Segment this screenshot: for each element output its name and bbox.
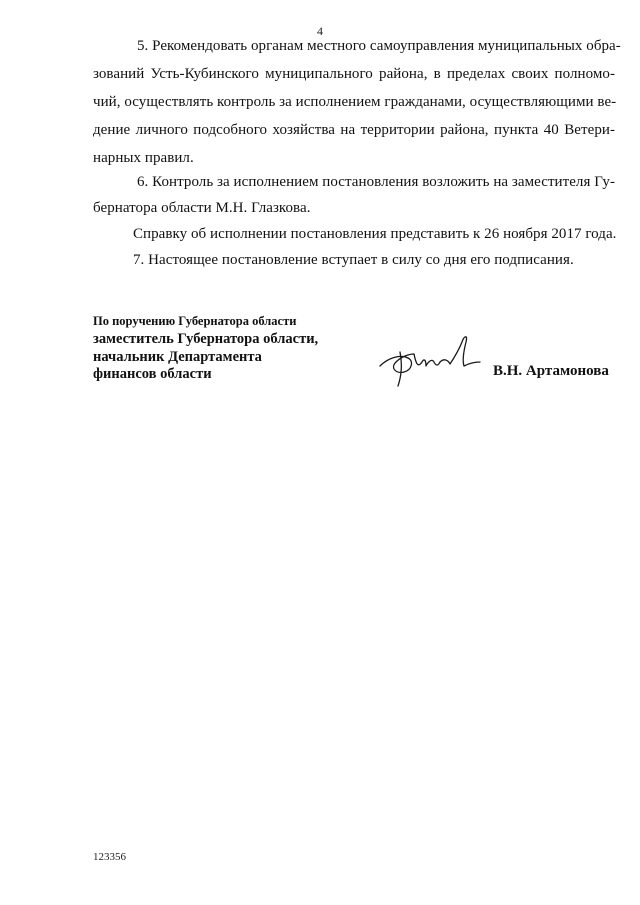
signature-line-3: начальник Департамента (93, 349, 262, 365)
paragraph-report: Справку об исполнении постановления представить к 26 ноября 2017 года. (133, 226, 617, 242)
paragraph-6-line-1: 6. Контроль за исполнением постановления возложить на заместителя Гу- (137, 174, 615, 190)
paragraph-5-line-1: 5. Рекомендовать органам местного самоуправления муниципальных обра- (137, 38, 621, 54)
paragraph-7: 7. Настоящее постановление вступает в силу со дня его подписания. (133, 252, 574, 268)
signature-line-4: финансов области (93, 366, 212, 382)
signer-name: В.Н. Артамонова (493, 363, 609, 379)
document-code: 123356 (93, 851, 126, 863)
signature-line-1: По поручению Губернатора области (93, 314, 297, 328)
paragraph-5-line-3: чий, осуществлять контроль за исполнением гражданами, осуществляющими ве- (93, 94, 617, 110)
paragraph-5-line-2: зований Усть-Кубинского муниципального района, в пределах своих полномо- (93, 66, 615, 82)
handwritten-signature (378, 328, 483, 388)
paragraph-6-line-2: бернатора области М.Н. Глазкова. (93, 200, 311, 216)
page-number: 4 (317, 24, 323, 38)
paragraph-5-line-4: дение личного подсобного хозяйства на территории района, пункта 40 Ветери- (93, 122, 615, 138)
paragraph-5-line-5: нарных правил. (93, 150, 194, 166)
signature-line-2: заместитель Губернатора области, (93, 331, 319, 347)
